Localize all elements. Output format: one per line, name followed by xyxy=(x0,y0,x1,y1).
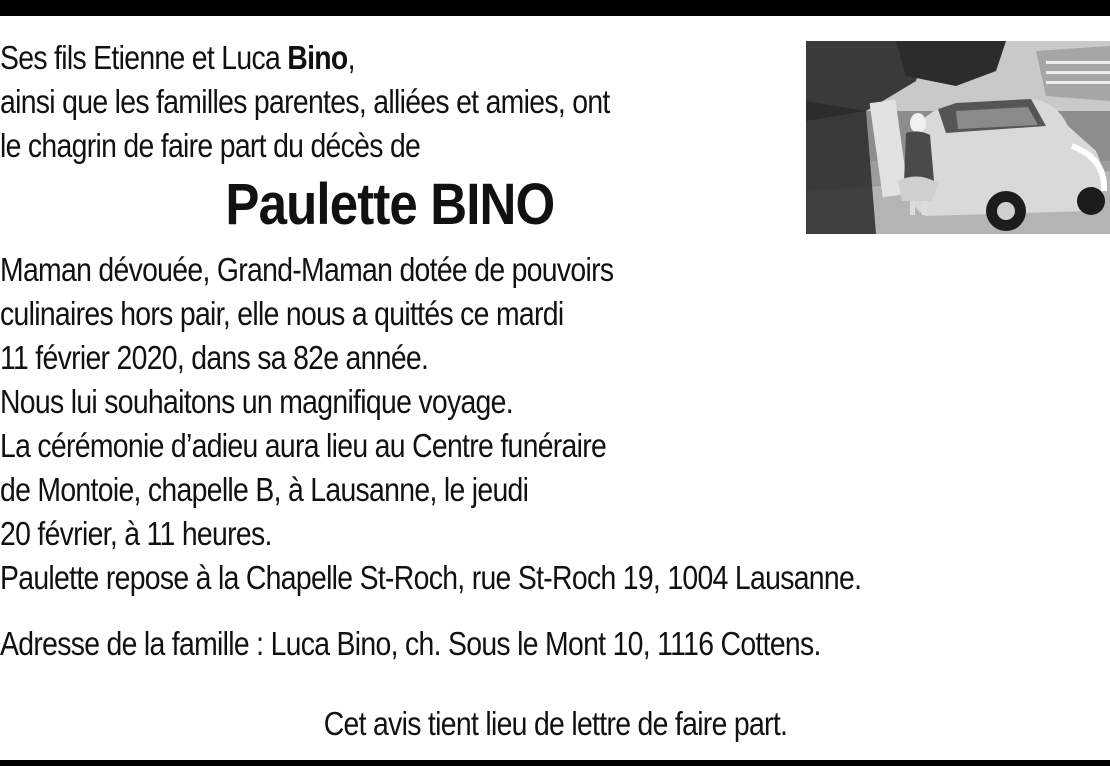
family-surname-bold: Bino xyxy=(287,39,348,76)
family-address-text: Adresse de la famille : Luca Bino, ch. Sous le Mont 10, 1116 Cottens. xyxy=(0,625,821,662)
body-line: culinaires hors pair, elle nous a quittés ce mardi xyxy=(0,295,564,332)
body-line: Paulette repose à la Chapelle St-Roch, rue St-Roch 19, 1004 Lausanne. xyxy=(0,559,862,596)
memorial-photo xyxy=(806,41,1110,234)
closing-note xyxy=(0,702,1110,746)
body-line: 11 février 2020, dans sa 82e année. xyxy=(0,339,429,376)
body-line: de Montoie, chapelle B, à Lausanne, le jeudi xyxy=(0,471,529,508)
bottom-border-rule xyxy=(0,760,1110,766)
body-line: 20 février, à 11 heures. xyxy=(0,515,272,552)
body-line: Nous lui souhaitons un magnifique voyage. xyxy=(0,383,513,420)
body-line: La cérémonie d’adieu aura lieu au Centre funéraire xyxy=(0,427,607,464)
intro-line-1-prefix: Ses fils Etienne et Luca xyxy=(0,39,288,76)
closing-note-text: Cet avis tient lieu de lettre de faire part. xyxy=(323,705,787,742)
photo-image xyxy=(806,41,1110,234)
intro-line-3: le chagrin de faire part du décès de xyxy=(0,127,421,164)
family-address xyxy=(0,622,821,666)
top-border-rule xyxy=(0,0,1110,16)
body-line: Maman dévouée, Grand-Maman dotée de pouvoirs xyxy=(0,251,614,288)
intro-line-1-suffix: , xyxy=(347,39,355,76)
intro-line-2: ainsi que les familles parentes, alliées et amies, ont xyxy=(0,83,610,120)
deceased-name-text: Paulette BINO xyxy=(225,172,555,237)
intro-paragraph xyxy=(0,36,610,168)
body-paragraph xyxy=(0,248,861,600)
intro-line-1 xyxy=(0,36,610,80)
deceased-name-heading xyxy=(0,166,780,244)
